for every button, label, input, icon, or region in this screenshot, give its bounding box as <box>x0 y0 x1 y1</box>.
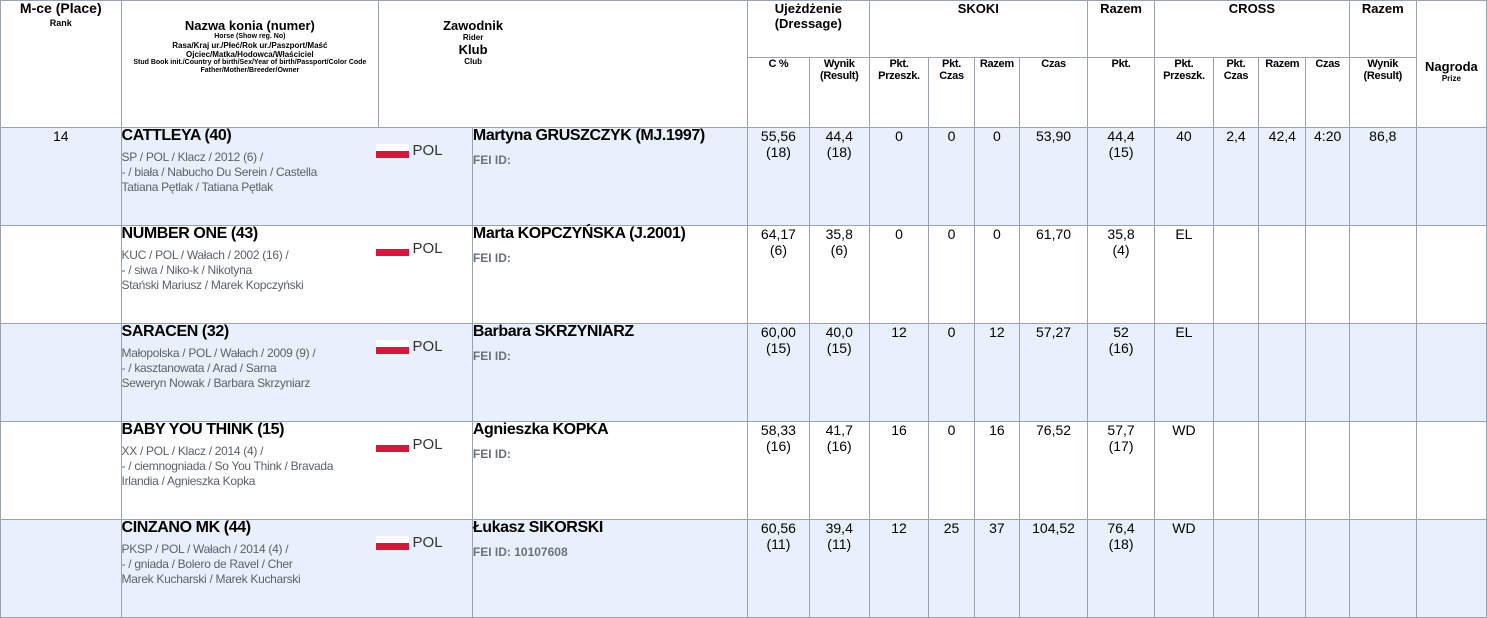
c-pct-rank: (16) <box>766 438 791 454</box>
skoki-pkt-czas-cell <box>929 520 974 618</box>
cross-czas-header: Czas <box>1306 58 1349 128</box>
horse-details-1: KUC / POL / Wałach / 2002 (16) / <box>121 248 289 262</box>
skoki-pkt-przeszk-value: 12 <box>891 324 907 340</box>
horse-cell <box>121 226 472 324</box>
skoki-razem-cell <box>974 520 1019 618</box>
horse-details-2: - / kasztanowata / Arad / Sarna <box>121 361 277 375</box>
horse-details-3: Seweryn Nowak / Barbara Skrzyniarz <box>121 376 311 390</box>
table-row <box>1 128 1487 226</box>
rider-cell <box>472 422 747 520</box>
dressage-result-cell <box>809 128 869 226</box>
table-row <box>1 324 1487 422</box>
poland-flag-icon <box>376 536 409 550</box>
c-pct-header: C % <box>748 58 810 128</box>
club-header-title: Klub <box>458 42 488 57</box>
rider-name[interactable]: Marta KOPCZYŃSKA (J.2001) <box>472 225 686 242</box>
razem-header-1: Razem <box>1088 1 1155 58</box>
horse-header <box>121 1 379 128</box>
c-pct-cell <box>748 520 810 618</box>
place-value: 14 <box>52 128 69 144</box>
final-result-value: 86,8 <box>1369 128 1397 144</box>
rider-name[interactable]: Barbara SKRZYNIARZ <box>472 323 634 340</box>
prize-cell <box>1416 422 1486 520</box>
horse-header-line2: Rasa/Kraj ur./Płeć/Rok ur./Paszport/Maść <box>172 41 328 50</box>
skoki-czas-cell <box>1020 422 1088 520</box>
horse-header-line3: Ojciec/Matka/Hodowca/Właściciel <box>186 50 314 59</box>
place-header-sub: Rank <box>49 18 72 28</box>
c-pct-value: 60,00 <box>760 324 796 340</box>
horse-details-3: Marek Kucharski / Marek Kucharski <box>121 572 301 586</box>
dressage-result-rank: (18) <box>826 144 852 160</box>
horse-name[interactable]: BABY YOU THINK (15) <box>121 421 285 438</box>
table-row <box>1 520 1487 618</box>
c-pct-rank: (18) <box>766 144 791 160</box>
dressage-result-value: 44,4 <box>825 128 853 144</box>
club-header-sub: Club <box>464 57 482 66</box>
rider-cell <box>472 128 747 226</box>
table-row <box>1 422 1487 520</box>
place-header <box>1 1 122 128</box>
c-pct-cell <box>748 324 810 422</box>
cross-czas-value: 4:20 <box>1314 128 1342 144</box>
horse-details-2: - / biała / Nabucho Du Serein / Castella <box>121 165 317 179</box>
horse-cell <box>121 324 472 422</box>
skoki-pkt-przeszk-value: 0 <box>895 128 903 144</box>
dressage-result-cell <box>809 422 869 520</box>
skoki-razem-cell <box>974 226 1019 324</box>
prize-cell <box>1416 520 1486 618</box>
cross-pkt-przeszk-cell <box>1155 520 1214 618</box>
skoki-pkt-czas-value: 0 <box>947 226 956 242</box>
prize-cell <box>1416 226 1486 324</box>
horse-details-1: SP / POL / Klacz / 2012 (6) / <box>121 150 263 164</box>
place-cell <box>1 324 122 422</box>
dressage-header: Ujeżdżenie (Dressage) <box>748 1 870 58</box>
nationality <box>376 143 443 159</box>
total-pkt-rank: (17) <box>1108 438 1134 454</box>
table-row <box>1 226 1487 324</box>
skoki-pkt-czas-value: 0 <box>947 422 956 438</box>
c-pct-cell <box>748 128 810 226</box>
c-pct-rank: (15) <box>766 340 791 356</box>
skoki-pkt-czas-header: Pkt. Czas <box>929 58 974 128</box>
cross-czas-cell <box>1306 422 1349 520</box>
horse-name[interactable]: CATTLEYA (40) <box>121 127 232 144</box>
horse-details-1: XX / POL / Klacz / 2014 (4) / <box>121 444 264 458</box>
c-pct-value: 60,56 <box>760 520 796 536</box>
total-pkt-cell <box>1088 324 1155 422</box>
skoki-razem-header: Razem <box>974 58 1019 128</box>
final-result-cell <box>1349 128 1416 226</box>
final-result-cell <box>1349 520 1416 618</box>
skoki-pkt-czas-cell <box>929 128 974 226</box>
skoki-razem-cell <box>974 422 1019 520</box>
cross-czas-cell <box>1306 226 1349 324</box>
dressage-result-rank: (6) <box>830 242 848 258</box>
nationality-code: POL <box>412 534 443 551</box>
horse-cell <box>121 128 472 226</box>
nationality-code: POL <box>412 436 443 453</box>
cross-pkt-przeszk-value: EL <box>1175 324 1193 340</box>
skoki-pkt-czas-cell <box>929 226 974 324</box>
poland-flag-icon <box>376 144 409 158</box>
cross-pkt-czas-header: Pkt. Czas <box>1213 58 1258 128</box>
prize-header <box>1416 1 1486 128</box>
dressage-result-header: Wynik (Result) <box>809 58 869 128</box>
c-pct-rank: (11) <box>766 536 791 552</box>
rider-header <box>379 1 748 128</box>
prize-cell <box>1416 128 1486 226</box>
c-pct-value: 55,56 <box>760 128 796 144</box>
rider-header-title: Zawodnik <box>443 18 504 33</box>
poland-flag-icon <box>376 242 409 256</box>
skoki-pkt-przeszk-value: 0 <box>895 226 903 242</box>
final-result-cell <box>1349 324 1416 422</box>
place-cell <box>1 128 122 226</box>
horse-header-line1: Horse (Show reg. No) <box>214 33 286 40</box>
skoki-razem-value: 16 <box>989 422 1005 438</box>
fei-id: FEI ID: <box>472 153 511 167</box>
dressage-result-rank: (16) <box>826 438 852 454</box>
skoki-pkt-przeszk-cell <box>869 520 929 618</box>
total-pkt-rank: (15) <box>1108 144 1134 160</box>
total-pkt-value: 44,4 <box>1107 128 1135 144</box>
cross-razem-cell <box>1259 128 1306 226</box>
skoki-razem-value: 0 <box>992 128 1001 144</box>
skoki-czas-cell <box>1020 520 1088 618</box>
skoki-pkt-przeszk-value: 16 <box>891 422 907 438</box>
horse-cell <box>121 520 472 618</box>
horse-details-3: Tatiana Pętlak / Tatiana Pętlak <box>121 180 273 194</box>
nationality <box>376 535 443 551</box>
nationality <box>376 437 443 453</box>
skoki-pkt-czas-value: 0 <box>947 128 956 144</box>
total-pkt-rank: (16) <box>1108 340 1134 356</box>
dressage-result-value: 39,4 <box>825 520 853 536</box>
total-pkt-cell <box>1088 128 1155 226</box>
cross-pkt-przeszk-value: WD <box>1172 520 1196 536</box>
poland-flag-icon <box>376 340 409 354</box>
dressage-result-rank: (15) <box>826 340 852 356</box>
horse-header-title: Nazwa konia (numer) <box>184 18 315 33</box>
dressage-result-value: 40,0 <box>825 324 853 340</box>
dressage-result-cell <box>809 324 869 422</box>
razem-header-2: Razem <box>1349 1 1416 58</box>
c-pct-value: 58,33 <box>760 422 796 438</box>
skoki-pkt-czas-cell <box>929 422 974 520</box>
cross-pkt-czas-cell <box>1213 422 1258 520</box>
horse-name[interactable]: CINZANO MK (44) <box>121 519 251 536</box>
skoki-pkt-przeszk-cell <box>869 226 929 324</box>
fei-id: FEI ID: <box>472 251 511 265</box>
dressage-result-value: 35,8 <box>825 226 853 242</box>
horse-details-1: Małopolska / POL / Wałach / 2009 (9) / <box>121 346 316 360</box>
total-pkt-value: 76,4 <box>1107 520 1135 536</box>
horse-details-2: - / gniada / Bolero de Ravel / Cher <box>121 557 293 571</box>
horse-details-2: - / ciemnogniada / So You Think / Bravada <box>121 459 334 473</box>
cross-pkt-przeszk-value: WD <box>1172 422 1196 438</box>
cross-pkt-przeszk-cell <box>1155 128 1214 226</box>
rider-cell <box>472 226 747 324</box>
cross-pkt-przeszk-cell <box>1155 324 1214 422</box>
skoki-czas-value: 61,70 <box>1036 226 1072 242</box>
prize-header-sub: Prize <box>1441 74 1461 83</box>
cross-pkt-przeszk-value: EL <box>1175 226 1193 242</box>
prize-cell <box>1416 324 1486 422</box>
horse-name[interactable]: SARACEN (32) <box>121 323 229 340</box>
fei-id: FEI ID: <box>472 447 511 461</box>
nationality <box>376 241 443 257</box>
rider-name[interactable]: Martyna GRUSZCZYK (MJ.1997) <box>472 127 705 144</box>
rider-name[interactable]: Agnieszka KOPKA <box>472 421 609 438</box>
skoki-pkt-przeszk-cell <box>869 128 929 226</box>
place-cell <box>1 422 122 520</box>
cross-pkt-czas-value: 2,4 <box>1226 128 1246 144</box>
skoki-razem-cell <box>974 128 1019 226</box>
skoki-razem-cell <box>974 324 1019 422</box>
horse-name[interactable]: NUMBER ONE (43) <box>121 225 258 242</box>
horse-details-3: Stański Mariusz / Marek Kopczyński <box>121 278 304 292</box>
skoki-pkt-przeszk-value: 12 <box>891 520 907 536</box>
dressage-result-cell <box>809 520 869 618</box>
cross-razem-cell <box>1259 422 1306 520</box>
dressage-result-cell <box>809 226 869 324</box>
dressage-result-rank: (11) <box>827 536 852 552</box>
cross-czas-cell <box>1306 324 1349 422</box>
skoki-czas-value: 53,90 <box>1036 128 1072 144</box>
cross-pkt-przeszk-cell <box>1155 226 1214 324</box>
c-pct-rank: (6) <box>769 242 788 258</box>
total-pkt-value: 52 <box>1113 324 1129 340</box>
nationality-code: POL <box>412 338 443 355</box>
skoki-pkt-przeszk-cell <box>869 422 929 520</box>
skoki-czas-cell <box>1020 324 1088 422</box>
dressage-result-value: 41,7 <box>825 422 853 438</box>
place-cell <box>1 226 122 324</box>
poland-flag-icon <box>376 438 409 452</box>
total-pkt-cell <box>1088 226 1155 324</box>
rider-cell <box>472 520 747 618</box>
rider-name[interactable]: Łukasz SIKORSKI <box>472 519 603 536</box>
skoki-razem-value: 12 <box>989 324 1005 340</box>
nationality-code: POL <box>412 142 443 159</box>
skoki-pkt-przeszk-header: Pkt. Przeszk. <box>869 58 929 128</box>
skoki-czas-value: 57,27 <box>1036 324 1072 340</box>
rider-header-sub: Rider <box>462 33 484 42</box>
skoki-czas-cell <box>1020 128 1088 226</box>
final-result-header: Wynik (Result) <box>1349 58 1416 128</box>
cross-header: CROSS <box>1155 1 1350 58</box>
horse-details-1: PKSP / POL / Wałach / 2014 (4) / <box>121 542 289 556</box>
total-pkt-header: Pkt. <box>1088 58 1155 128</box>
horse-header-line5: Father/Mother/Breeder/Owner <box>200 67 300 74</box>
total-pkt-rank: (4) <box>1112 242 1130 258</box>
horse-details-3: Irlandia / Agnieszka Kopka <box>121 474 256 488</box>
rider-cell <box>472 324 747 422</box>
c-pct-cell <box>748 226 810 324</box>
skoki-pkt-przeszk-cell <box>869 324 929 422</box>
total-pkt-cell <box>1088 422 1155 520</box>
cross-czas-cell <box>1306 520 1349 618</box>
skoki-pkt-czas-value: 25 <box>943 520 960 536</box>
skoki-razem-value: 0 <box>992 226 1001 242</box>
cross-razem-value: 42,4 <box>1268 128 1296 144</box>
place-cell <box>1 520 122 618</box>
cross-pkt-czas-cell <box>1213 520 1258 618</box>
cross-razem-cell <box>1259 520 1306 618</box>
total-pkt-cell <box>1088 520 1155 618</box>
nationality-code: POL <box>412 240 443 257</box>
place-header-label: M-ce (Place) <box>19 0 102 16</box>
skoki-czas-header: Czas <box>1020 58 1088 128</box>
cross-razem-cell <box>1259 324 1306 422</box>
fei-id: FEI ID: 10107608 <box>472 545 568 559</box>
cross-pkt-przeszk-header: Pkt. Przeszk. <box>1155 58 1214 128</box>
cross-razem-cell <box>1259 226 1306 324</box>
horse-header-line4: Stud Book init./Country of birth/Sex/Year of birth/Passport/Color Code <box>133 59 367 66</box>
c-pct-value: 64,17 <box>760 226 796 242</box>
total-pkt-rank: (18) <box>1108 536 1134 552</box>
cross-pkt-czas-cell <box>1213 226 1258 324</box>
cross-razem-header: Razem <box>1259 58 1306 128</box>
fei-id: FEI ID: <box>472 349 511 363</box>
prize-header-label: Nagroda <box>1425 59 1478 74</box>
skoki-razem-value: 37 <box>989 520 1005 536</box>
cross-pkt-czas-cell <box>1213 128 1258 226</box>
cross-pkt-przeszk-cell <box>1155 422 1214 520</box>
horse-details-2: - / siwa / Niko-k / Nikotyna <box>121 263 252 277</box>
c-pct-cell <box>748 422 810 520</box>
total-pkt-value: 35,8 <box>1107 226 1135 242</box>
cross-pkt-czas-cell <box>1213 324 1258 422</box>
total-pkt-value: 57,7 <box>1107 422 1135 438</box>
cross-pkt-przeszk-value: 40 <box>1176 128 1192 144</box>
final-result-cell <box>1349 226 1416 324</box>
skoki-pkt-czas-cell <box>929 324 974 422</box>
skoki-header: SKOKI <box>869 1 1087 58</box>
nationality <box>376 339 443 355</box>
skoki-czas-value: 76,52 <box>1036 422 1072 438</box>
skoki-pkt-czas-value: 0 <box>947 324 956 340</box>
horse-cell <box>121 422 472 520</box>
skoki-czas-cell <box>1020 226 1088 324</box>
final-result-cell <box>1349 422 1416 520</box>
skoki-czas-value: 104,52 <box>1032 520 1075 536</box>
cross-czas-cell <box>1306 128 1349 226</box>
